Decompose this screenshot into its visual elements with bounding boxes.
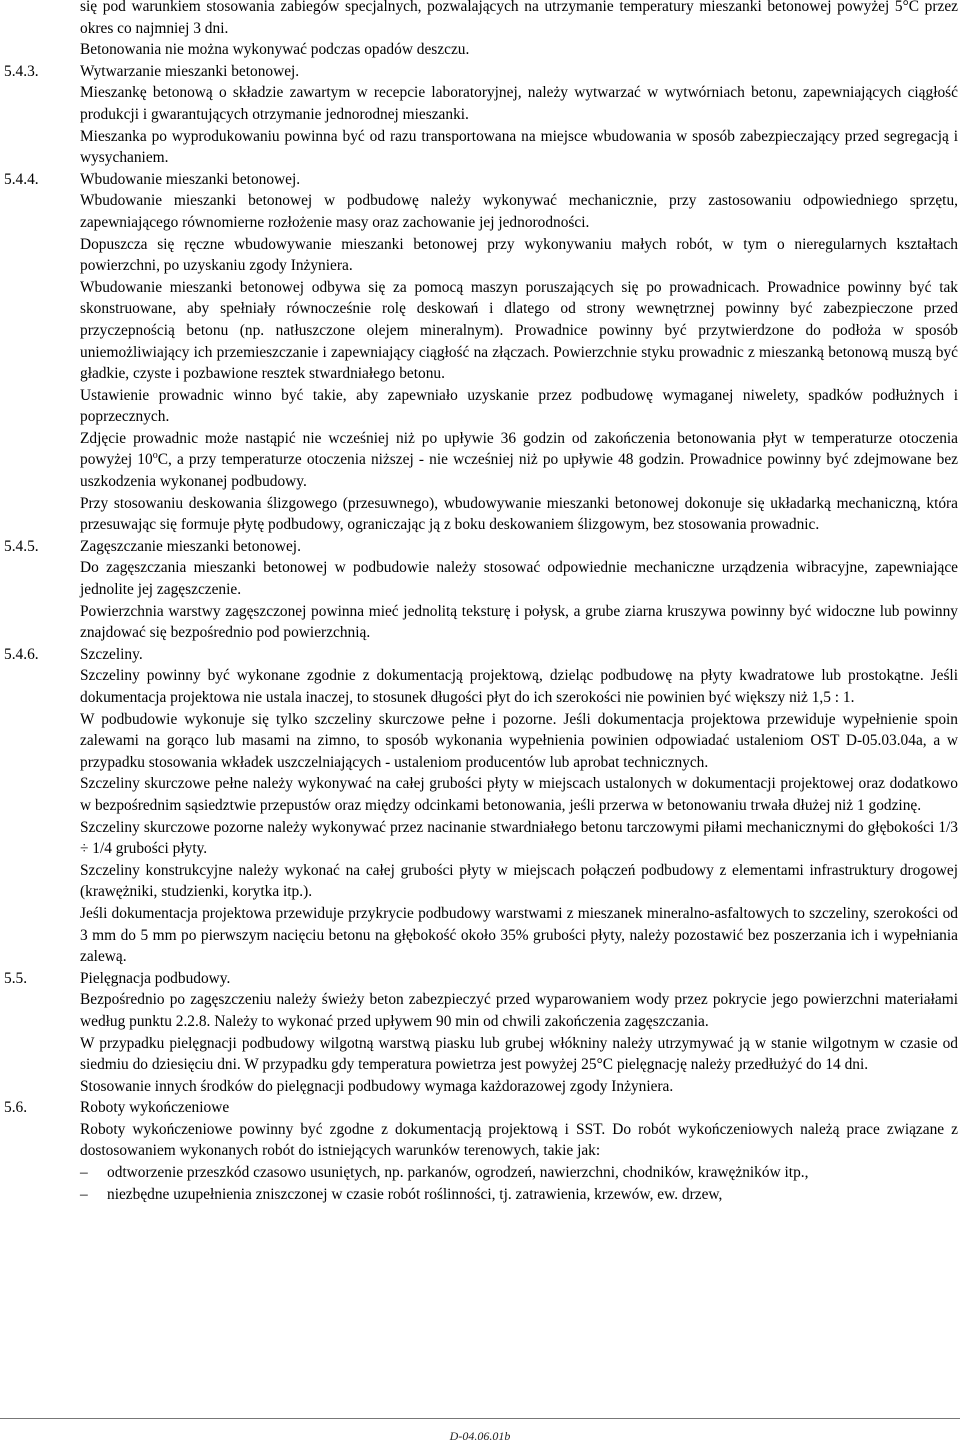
paragraph-text: W podbudowie wykonuje się tylko szczeliny skurczowe pełne i pozorne. Jeśli dokumentacja projektowa przewiduje wypełnienie spoin zalewami na gorąco lub masami na zimno, to sposób wykonania wypełnienia powinien odpowiadać ustaleniom OST D-05.03.04a, a w przypadku stosowania wkładek uszczelniających - ustaleniom producentów lub aprobat technicznych. (80, 710, 958, 771)
paragraph-text: Ustawienie prowadnic winno być takie, aby zapewniało uzyskanie przez podbudowę wymaganej niwelety, spadków podłużnych i poprzecznych. (80, 386, 958, 426)
bullet-list (0, 1162, 960, 1205)
section-heading-row (0, 1097, 960, 1119)
paragraph-row (0, 557, 960, 600)
section-heading-row (0, 169, 960, 191)
section-number: 5.4.4. (4, 170, 39, 188)
section-title: Szczeliny. (80, 645, 143, 663)
section-heading-row (0, 61, 960, 83)
paragraph-row (0, 277, 960, 385)
paragraph-text: Mieszanka po wyprodukowaniu powinna być od razu transportowana na miejsce wbudowania w sposób zabezpieczający przed segregacją i wysychaniem. (80, 127, 958, 167)
paragraph-row (0, 234, 960, 277)
paragraph-row (0, 126, 960, 169)
paragraph-text: Zdjęcie prowadnic może nastąpić nie wcześniej niż po upływie 36 godzin od zakończenia betonowania płyt w temperaturze otoczenia powyżej 10$^o$C, a przy temperaturze otoczenia niższej - nie wcześniej niż po upływie 48 godzin. Prowadnice powinny być zdejmowane bez uszkodzenia wykonanej podbudowy. (80, 429, 958, 491)
paragraph-text: Szczeliny skurczowe pełne należy wykonywać na całej grubości płyty w miejscach ustalonych w dokumentacji projektowej oraz dodatkowo w bezpośrednim sąsiedztwie przepustów oraz między odcinkami betonowania, jeśli przerwa w betonowaniu trwała dłużej niż 1 godzinę. (80, 775, 958, 814)
section-title: Wytwarzanie mieszanki betonowej. (80, 62, 300, 80)
bullet-dash-icon: – (80, 1164, 88, 1182)
paragraph-text: Szczeliny powinny być wykonane zgodnie z dokumentacją projektową, dzieląc podbudowę na płyty kwadratowe lub prostokątne. Jeśli dokumentacja projektowa nie ustala inaczej, to stosunek długości płyt do ich szerokości nie powinien być większy niż 1,5 : 1. (80, 667, 958, 706)
bullet-dash-icon: – (80, 1185, 88, 1203)
paragraph-row (0, 665, 960, 708)
section-heading-row (0, 536, 960, 558)
section-title: Pielęgnacja podbudowy. (80, 969, 231, 987)
paragraph-text: Szczeliny skurczowe pozorne należy wykonywać przez nacinanie stwardniałego betonu tarczowymi piłami mechanicznymi do głębokości 1/3 ÷ 1/4 grubości płyty. (80, 818, 958, 858)
paragraph-text: Wbudowanie mieszanki betonowej w podbudowę należy wykonywać mechanicznie, przy zastosowaniu odpowiedniego sprzętu, zapewniającego równomierne rozłożenie masy oraz zachowanie jej jednorodności. (80, 192, 958, 231)
paragraph-row (0, 39, 960, 61)
paragraph-text: W przypadku pielęgnacji podbudowy wilgotną warstwą piasku lub grubej włókniny należy utrzymywać ją w stanie wilgotnym w czasie od siedmiu do dziesięciu dni. W przypadku gdy temperatura powietrza jest powyżej 25°C pielęgnację należy przedłużyć do 14 dni. (80, 1034, 958, 1074)
paragraph-text: Mieszankę betonową o składzie zawartym w recepcie laboratoryjnej, należy wytwarzać w wytwórniach betonu, zapewniających ciągłość produkcji i gwarantujących otrzymanie jednorodnej mieszanki. (80, 84, 958, 123)
list-item-text: odtworzenie przeszkód czasowo usuniętych, np. parkanów, ogrodzeń, nawierzchni, chodników, krawężników itp., (107, 1164, 809, 1182)
section-title: Zagęszczanie mieszanki betonowej. (80, 537, 301, 555)
footer-divider (0, 1418, 960, 1419)
paragraph-text: Powierzchnia warstwy zagęszczonej powinna mieć jednolitą teksturę i połysk, a grube ziarna kruszywa powinny być widoczne lub powinny znajdować się bezpośrednio pod powierzchnią. (80, 602, 958, 642)
paragraph-text: Przy stosowaniu deskowania ślizgowego (przesuwnego), wbudowywanie mieszanki betonowej dokonuje się układarką mechaniczną, która przesuwając się formuje płytę podbudowy, ograniczając ją z boku deskowaniem ślizgowym, bez stosowania prowadnic. (80, 494, 958, 534)
paragraph-text: Betonowania nie można wykonywać podczas opadów deszczu. (80, 41, 470, 59)
section-title: Roboty wykończeniowe (80, 1099, 230, 1117)
section-number: 5.4.3. (4, 62, 39, 80)
paragraph-row (0, 709, 960, 774)
footer-code: D-04.06.01b (449, 1429, 511, 1443)
section-title: Wbudowanie mieszanki betonowej. (80, 170, 301, 188)
paragraph-text: Wbudowanie mieszanki betonowej odbywa się za pomocą maszyn poruszających się po prowadnicach. Prowadnice powinny być tak skonstruowane, aby spełniały równocześnie rolę deskowań i dlatego od strony wewnętrznej powinny być zabezpieczone przed przyczepnością betonu (np. natłuszczone olejem mineralnym). Prowadnice powinny być przytwierdzone do podłoża w sposób uniemożliwiający ich przemieszczanie i zapewniający ciągłość na złączach. Powierzchnie styku prowadnic z mieszanką betonową muszą być gładkie, czyste i pozbawione resztek stwardniałego betonu. (80, 278, 958, 383)
paragraph-row (0, 989, 960, 1032)
paragraph-row (0, 190, 960, 233)
paragraph-row (0, 601, 960, 644)
section-number: 5.4.6. (4, 645, 39, 663)
paragraph-text: Stosowanie innych środków do pielęgnacji podbudowy wymaga każdorazowej zgody Inżyniera. (80, 1077, 674, 1095)
section-heading-row (0, 644, 960, 666)
section-number: 5.4.5. (4, 537, 39, 555)
paragraph-row (0, 82, 960, 125)
paragraph-text: Jeśli dokumentacja projektowa przewiduje przykrycie podbudowy warstwami z mieszanek mineralno-asfaltowych to szczeliny, szerokości od 3 mm do 5 mm po pierwszym nacięciu betonu na głębokość około 35% grubości płyty, należy pozostawić bez poszerzania ich i wypełniania zalewą. (80, 904, 958, 966)
list-item (80, 1162, 958, 1184)
paragraph-row (0, 1076, 960, 1098)
list-item (80, 1184, 958, 1206)
paragraph-text: się pod warunkiem stosowania zabiegów specjalnych, pozwalających na utrzymanie temperatury mieszanki betonowej powyżej 5°C przez okres co najmniej 3 dni. (80, 0, 958, 37)
paragraph-text: Dopuszcza się ręczne wbudowywanie mieszanki betonowej przy wykonywaniu małych robót, w tym o nieregularnych kształtach powierzchni, po uzyskaniu zgody Inżyniera. (80, 235, 958, 275)
paragraph-row (0, 903, 960, 968)
section-number: 5.6. (4, 1099, 28, 1117)
section-heading-row (0, 968, 960, 990)
paragraph-text: Szczeliny konstrukcyjne należy wykonać na całej grubości płyty w miejscach połączeń podbudowy z elementami infrastruktury drogowej (krawężniki, studzienki, korytka itp.). (80, 861, 958, 901)
paragraph-row (0, 817, 960, 860)
paragraph-row (0, 860, 960, 903)
paragraph-row (0, 1119, 960, 1162)
paragraph-text: Roboty wykończeniowe powinny być zgodne z dokumentacją projektową i SST. Do robót wykończeniowych należą prace związane z dostosowaniem wykonanych robót do istniejących warunków terenowych, takie jak: (80, 1120, 958, 1160)
paragraph-row (0, 1033, 960, 1076)
paragraph-text: Bezpośrednio po zagęszczeniu należy świeży beton zabezpieczyć przed wyparowaniem wody przez pokrycie jego powierzchni materiałami według punktu 2.2.8. Należy to wykonać przed upływem 90 min od chwili zakończenia zagęszczania. (80, 991, 958, 1030)
paragraph-row (0, 773, 960, 816)
paragraph-row (0, 0, 960, 39)
paragraph-text: Do zagęszczania mieszanki betonowej w podbudowie należy stosować odpowiednie mechaniczne urządzenia wibracyjne, zapewniające jednolite jej zagęszczenie. (80, 559, 958, 599)
list-item-text: niezbędne uzupełnienia zniszczonej w czasie robót roślinności, tj. zatrawienia, krzewów, ew. drzew, (107, 1185, 723, 1203)
section-number: 5.5. (4, 969, 28, 987)
paragraph-row (0, 493, 960, 536)
paragraph-row (0, 385, 960, 428)
paragraph-row (0, 428, 960, 493)
